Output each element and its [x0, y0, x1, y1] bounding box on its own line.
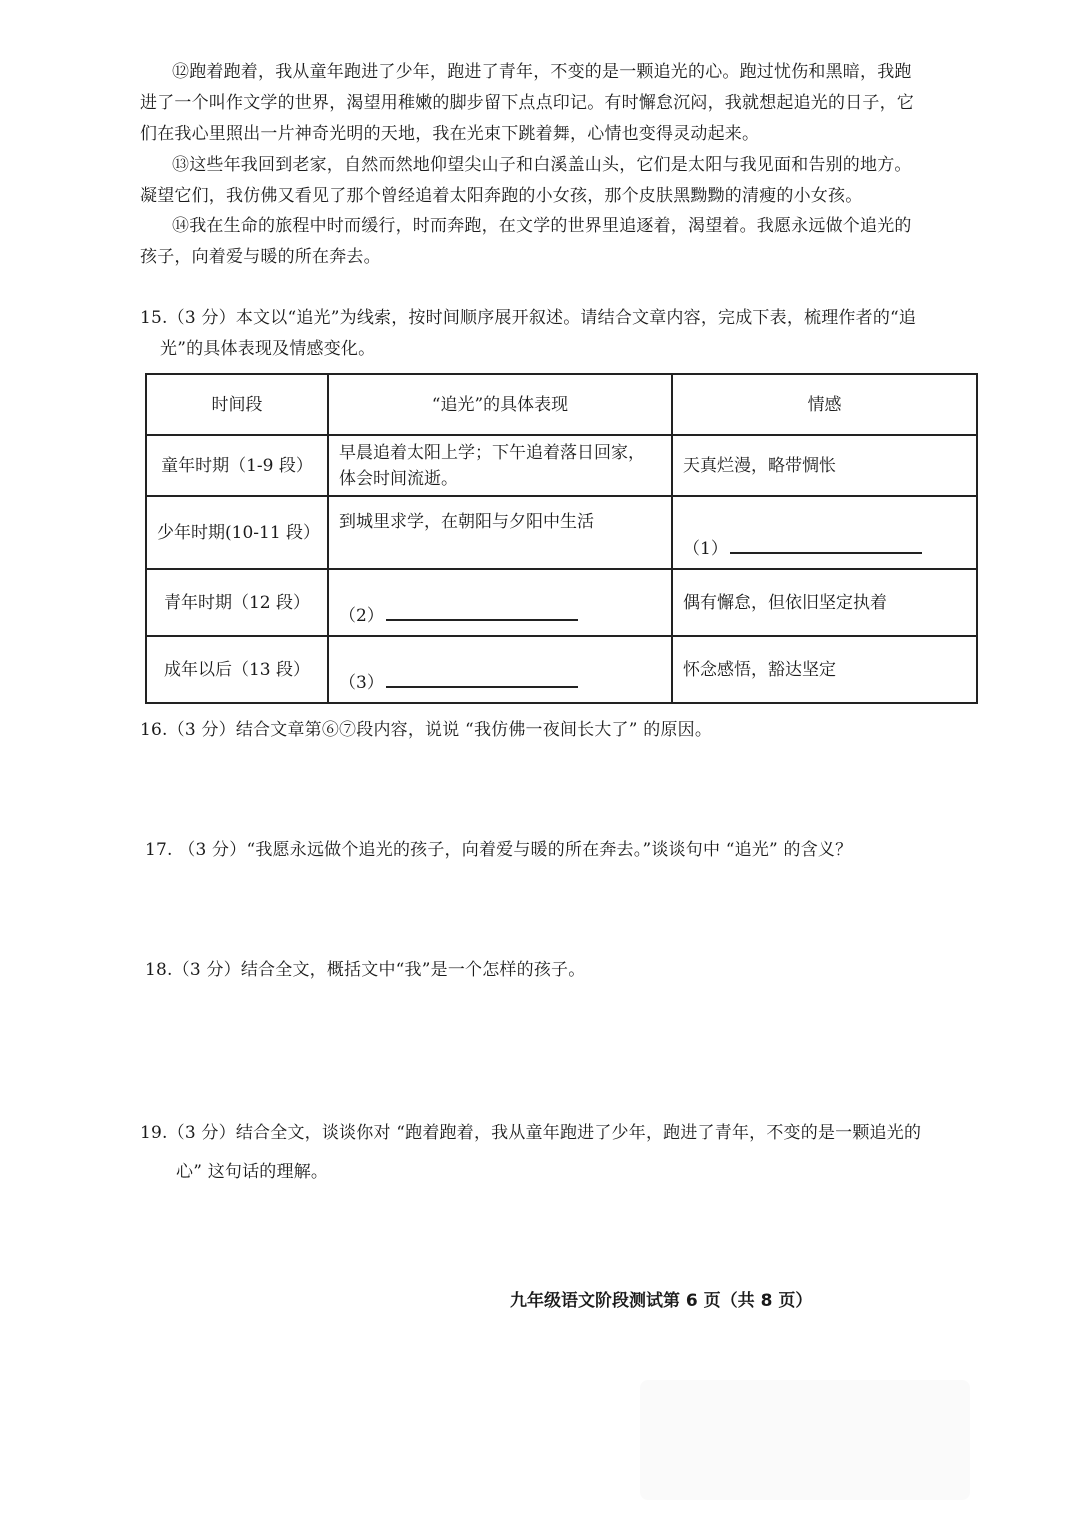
q18-prompt: 18.（3 分）结合全文，概括文中“我”是一个怎样的孩子。 [145, 960, 586, 980]
header-time-period: 时间段 [146, 374, 328, 435]
passage-p12-line2: 进了一个叫作文学的世界，渴望用稚嫩的脚步留下点点印记。有时懈怠沉闷，我就想起追光的日子，它 [140, 93, 914, 113]
table-row [146, 569, 977, 636]
cell-performance-answer-blank[interactable] [328, 569, 672, 636]
q17-prompt: 17. （3 分）“我愿永远做个追光的孩子，向着爱与暖的所在奔去。”谈谈句中 “追光” 的含义？ [145, 840, 853, 860]
answer-line-2[interactable] [386, 603, 578, 621]
q15-prompt-line2: 光”的具体表现及情感变化。 [160, 339, 376, 359]
passage-p12-line1: ⑫跑着跑着，我从童年跑进了少年，跑进了青年，不变的是一颗追光的心。跑过忧伤和黑暗，我跑 [172, 62, 912, 82]
passage-p14-line2: 孩子，向着爱与暖的所在奔去。 [140, 247, 381, 267]
passage-p13-line2: 凝望它们，我仿佛又看见了那个曾经追着太阳奔跑的小女孩，那个皮肤黑黝黝的清瘦的小女孩。 [140, 186, 863, 206]
cell-emotion: 天真烂漫，略带惆怅 [672, 435, 977, 496]
cell-time: 童年时期（1-9 段） [146, 435, 328, 496]
q16-prompt: 16.（3 分）结合文章第⑥⑦段内容，说说 “我仿佛一夜间长大了” 的原因。 [140, 720, 713, 740]
q19-prompt-line2: 心” 这句话的理解。 [176, 1162, 329, 1182]
cell-time: 成年以后（13 段） [146, 636, 328, 703]
q15-prompt-line1: 15.（3 分）本文以“追光”为线索，按时间顺序展开叙述。请结合文章内容，完成下表，梳理作者的“追 [140, 308, 917, 328]
scan-smudge [640, 1380, 970, 1500]
page-footer: 九年级语文阶段测试第 6 页（共 8 页） [510, 1291, 813, 1311]
blank-label-3: （3） [339, 673, 384, 693]
answer-line-3[interactable] [386, 670, 578, 688]
cell-time: 少年时期(10-11 段） [146, 496, 328, 569]
passage-p13-line1: ⑬这些年我回到老家，自然而然地仰望尖山子和白溪盖山头，它们是太阳与我见面和告别的地方。 [172, 155, 912, 175]
cell-emotion: 怀念感悟，豁达坚定 [672, 636, 977, 703]
answer-line-1[interactable] [730, 536, 922, 554]
table-row [146, 636, 977, 703]
table-header-row [146, 374, 977, 435]
passage-p12-line3: 们在我心里照出一片神奇光明的天地，我在光束下跳着舞，心情也变得灵动起来。 [140, 124, 760, 144]
header-emotion: 情感 [672, 374, 977, 435]
q19-prompt-line1: 19.（3 分）结合全文，谈谈你对 “跑着跑着，我从童年跑进了少年，跑进了青年，不变的是一颗追光的 [140, 1123, 922, 1143]
table-row [146, 435, 977, 496]
cell-performance: 到城里求学，在朝阳与夕阳中生活 [328, 496, 672, 569]
cell-performance-line1: 早晨追着太阳上学；下午追着落日回家， [339, 442, 645, 463]
cell-emotion-answer-blank[interactable] [672, 496, 977, 569]
cell-performance-answer-blank[interactable] [328, 636, 672, 703]
table-row [146, 496, 977, 569]
passage-p14-line1: ⑭我在生命的旅程中时而缓行，时而奔跑，在文学的世界里追逐着，渴望着。我愿永远做个追光的 [172, 216, 912, 236]
blank-label-1: （1） [683, 539, 728, 559]
cell-emotion: 偶有懈怠，但依旧坚定执着 [672, 569, 977, 636]
blank-label-2: （2） [339, 606, 384, 626]
cell-time: 青年时期（12 段） [146, 569, 328, 636]
header-performance: “追光”的具体表现 [328, 374, 672, 435]
cell-performance-line2: 体会时间流逝。 [339, 468, 458, 489]
q15-answer-table [145, 373, 978, 704]
cell-performance [328, 435, 672, 496]
